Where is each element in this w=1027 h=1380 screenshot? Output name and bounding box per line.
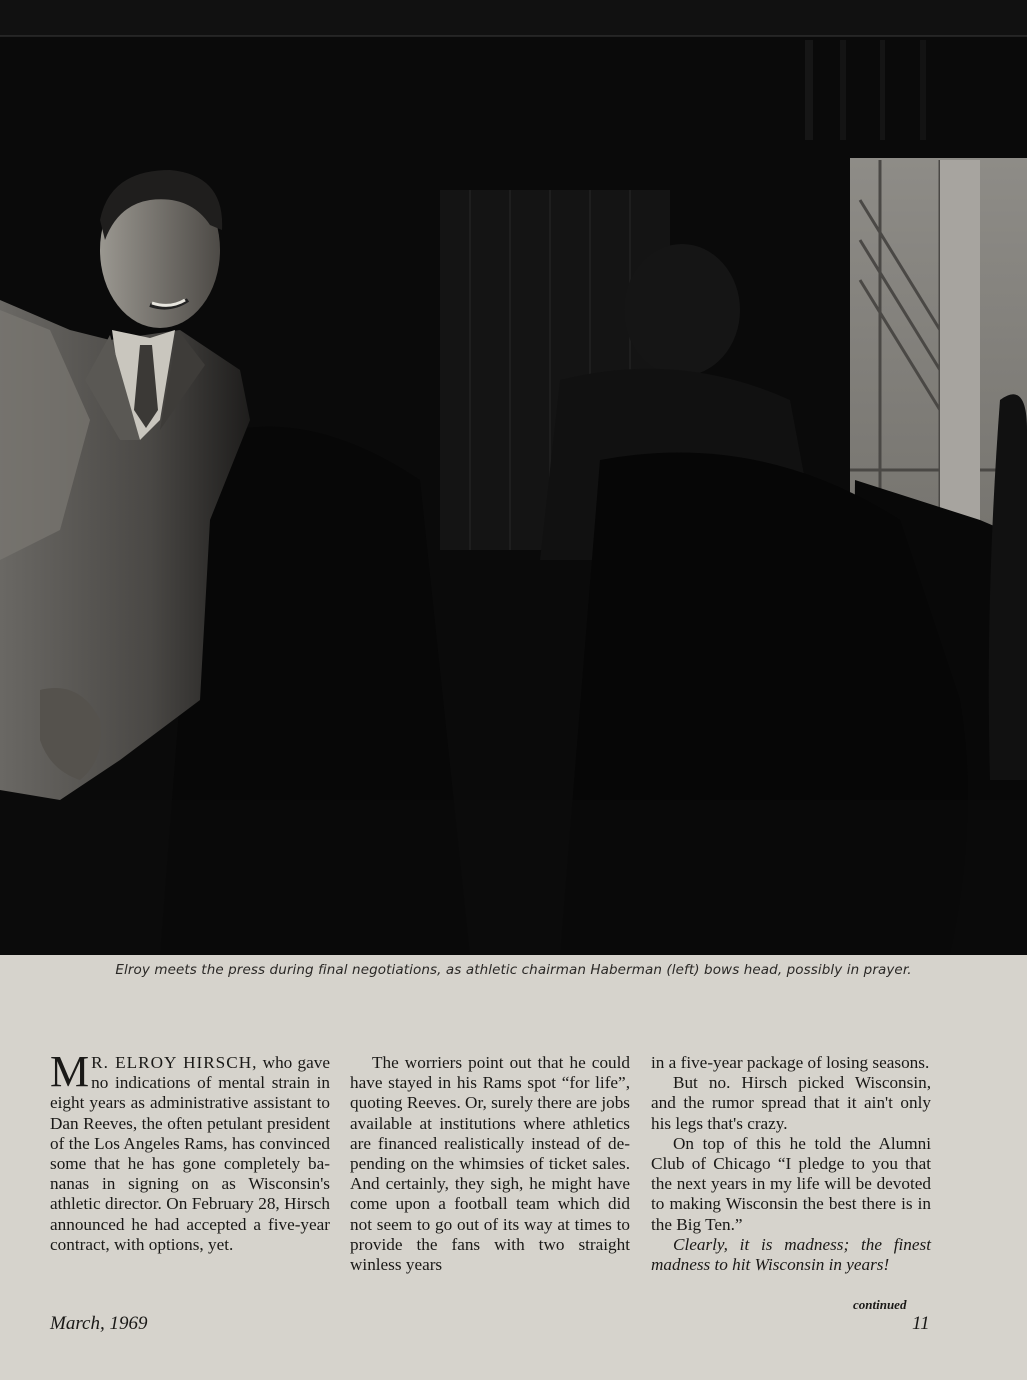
article-column-3 bbox=[651, 1053, 931, 1275]
page-number: 11 bbox=[912, 1313, 930, 1334]
paragraph-continuation: in a five-year package of losing seasons. bbox=[651, 1053, 930, 1072]
paragraph-madness: Clearly, it is madness; the finest madness to hit Wisconsin in years! bbox=[651, 1234, 931, 1275]
paragraph-pledge: On top of this he told the Alumni Club of Chicago “I pledge to you that the next years in my life will be devoted to making Wisconsin the best there is in the Big Ten.” bbox=[651, 1133, 931, 1234]
article-column-1 bbox=[50, 1047, 330, 1255]
paragraph-but-no: But no. Hirsch picked Wisconsin, and the rumor spread that it ain't only his legs that's crazy. bbox=[651, 1073, 931, 1133]
drop-cap: M bbox=[50, 1047, 90, 1096]
continued-label: continued bbox=[853, 1297, 907, 1312]
photo-caption: Elroy meets the press during final negotiations, as athletic chairman Haberman (left) bows head, possibly in prayer. bbox=[115, 962, 912, 978]
lead-paragraph bbox=[50, 1047, 330, 1255]
paragraph-worriers: The worriers point out that he could have stayed in his Rams spot “for life”, quoting Reeves. Or, surely there are jobs available at institutions where athletics are financed realistically instead of depending on the whimsies of ticket sales. And certainly, they sigh, he might have come upon a football team which did not seem to go out of its way at times to provide the fans with two straight winless years bbox=[350, 1053, 630, 1275]
issue-date: March, 1969 bbox=[50, 1313, 148, 1334]
lead-paragraph-text: who gave no indications of mental strain in eight years as administrative assistant to Dan Reeves, the often petulant president of the Los Angeles Rams, has convinced some that he has gone completely bananas in signing on as Wisconsin's athletic director. On February 28, Hirsch announced he had accepted a five-year contract, with options, yet. bbox=[50, 1053, 330, 1254]
article-column-2 bbox=[350, 1053, 630, 1275]
lead-caps: R. ELROY HIRSCH, bbox=[91, 1053, 258, 1072]
